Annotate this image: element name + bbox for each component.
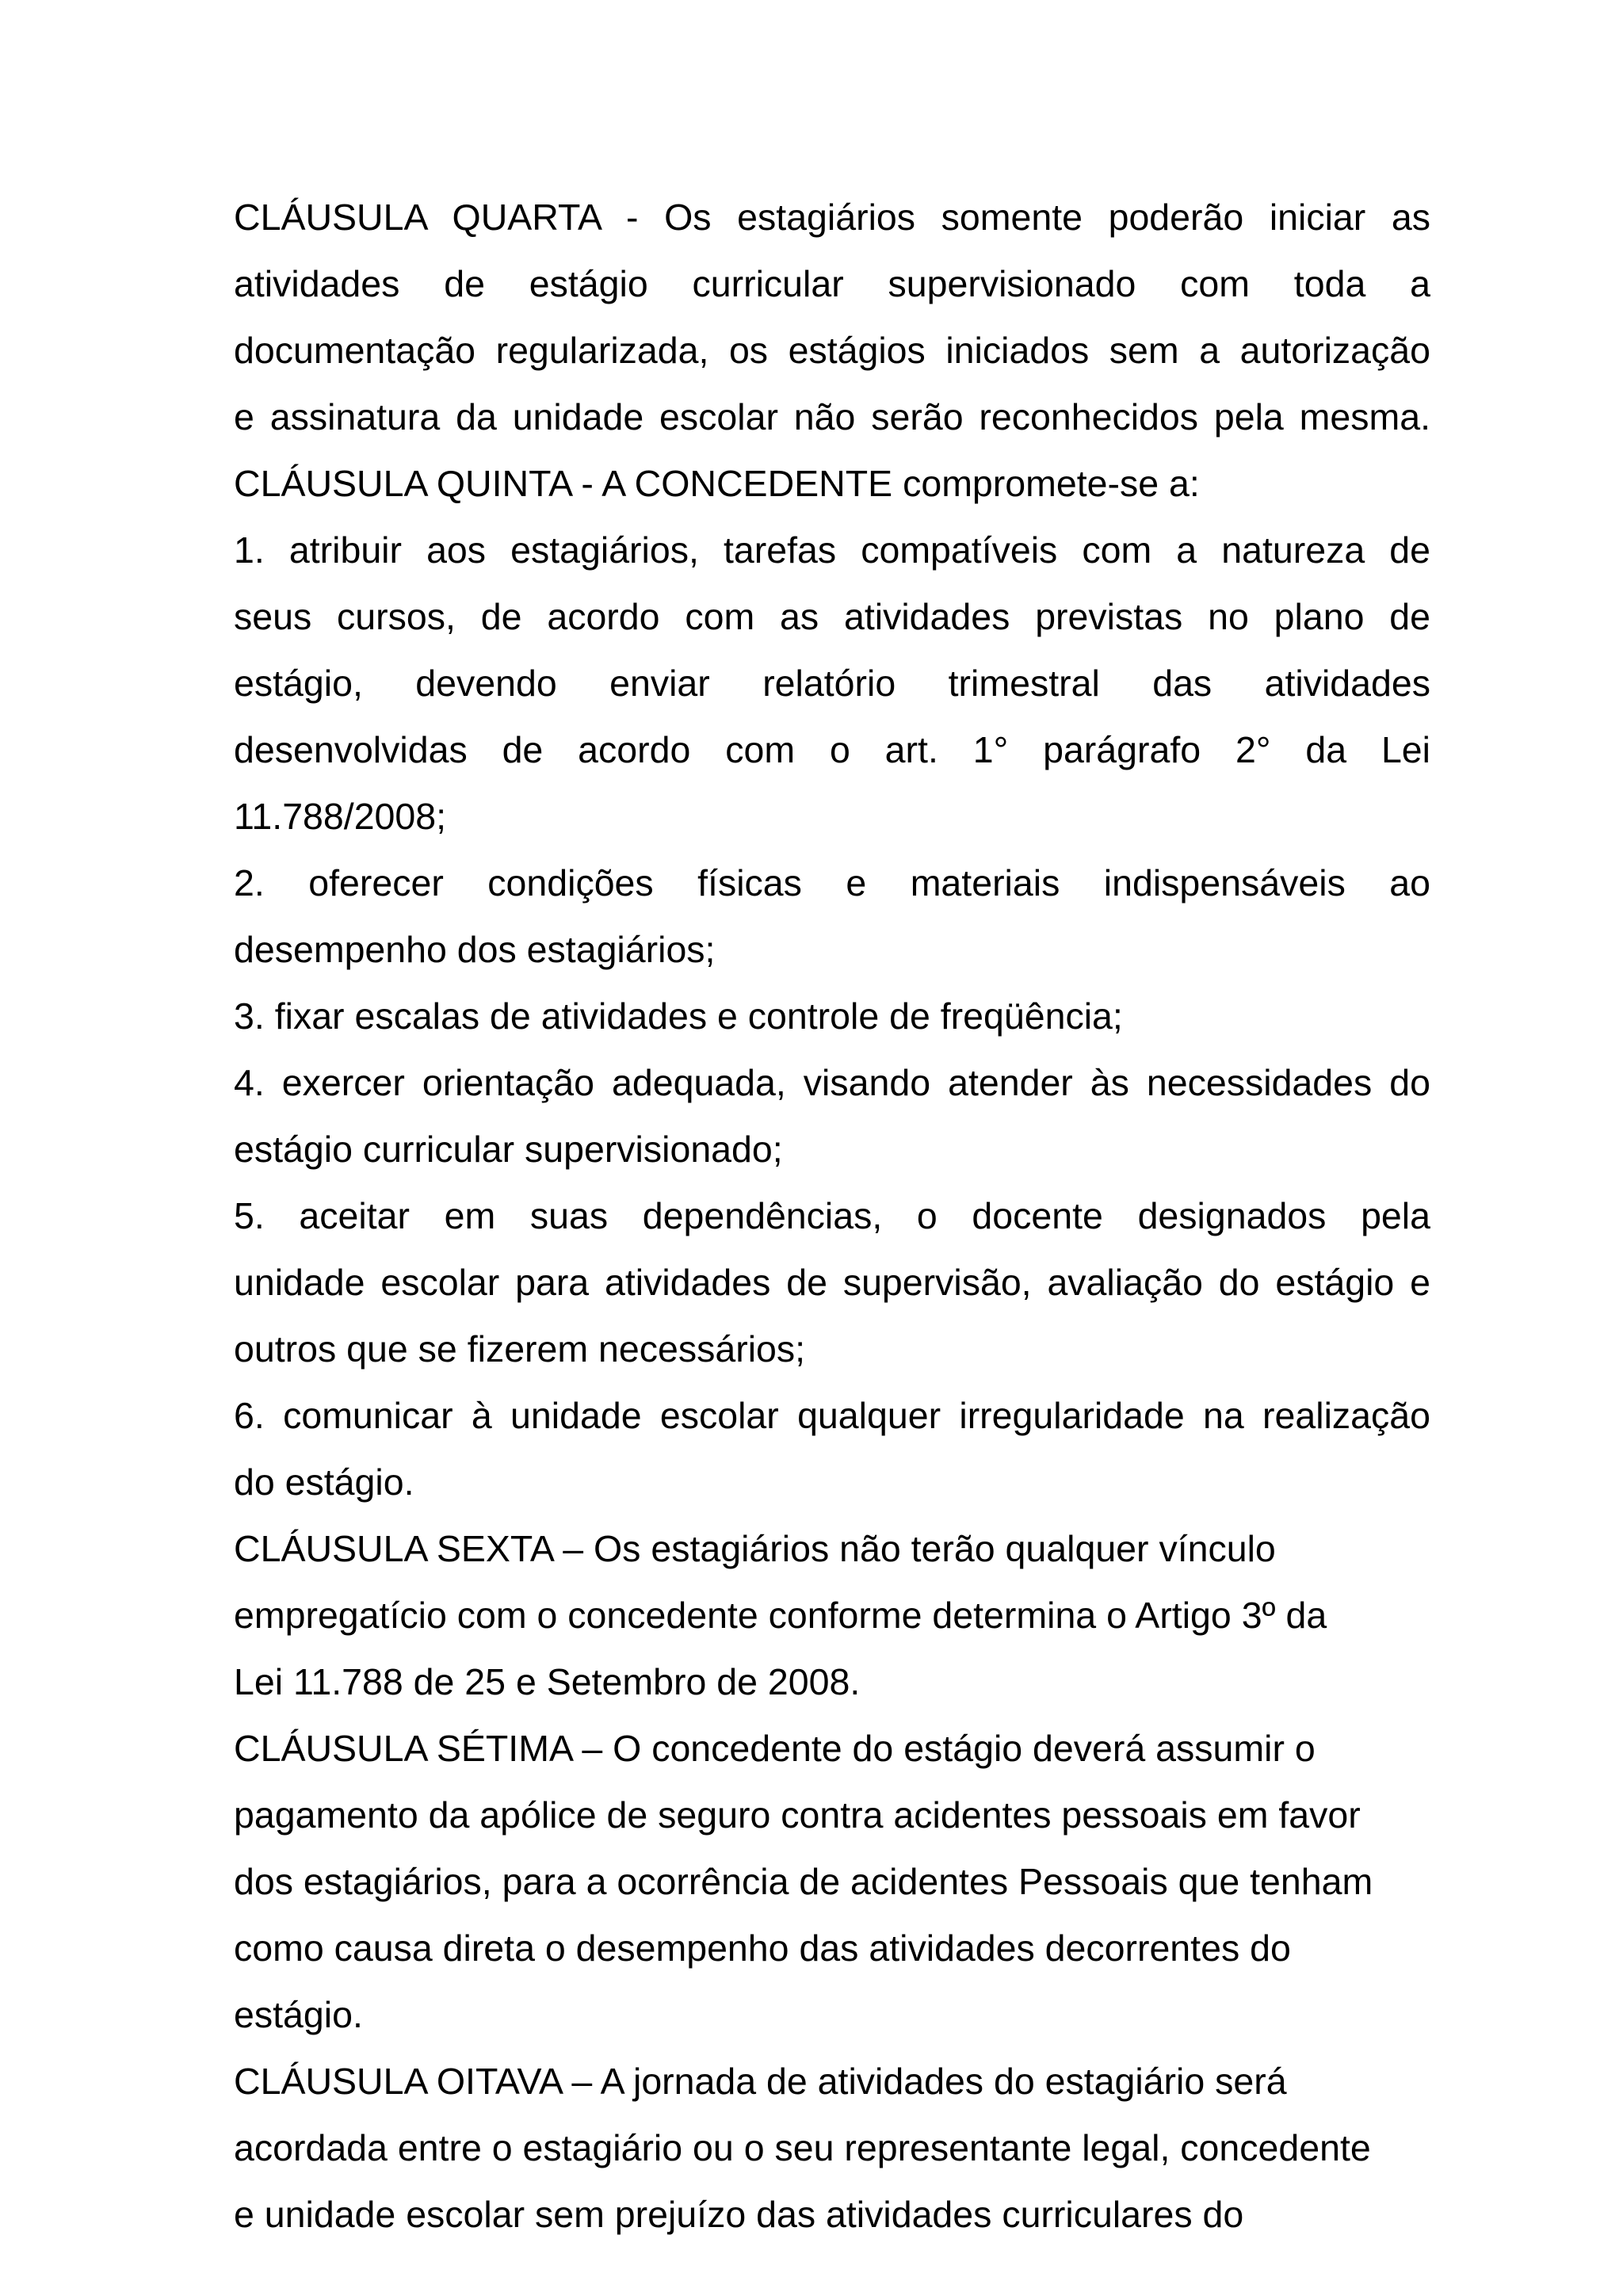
item-5-line-2: unidade escolar para atividades de supervisão, avaliação do estágio e <box>234 1262 1430 1303</box>
item-1-line-4: desenvolvidas de acordo com o art. 1° parágrafo 2° da Lei <box>234 729 1430 770</box>
item-1-line-5: 11.788/2008; <box>234 796 447 837</box>
clause-4-line-4: e assinatura da unidade escolar não serão reconhecidos pela mesma. <box>234 396 1430 437</box>
item-6-line-1: 6. comunicar à unidade escolar qualquer irregularidade na realização <box>234 1395 1430 1436</box>
clause-4-line-1: CLÁUSULA QUARTA - Os estagiários somente poderão iniciar as <box>234 197 1430 238</box>
item-3-line-1: 3. fixar escalas de atividades e controle de freqüência; <box>234 995 1123 1037</box>
item-2-line-1: 2. oferecer condições físicas e materiais indispensáveis ao <box>234 862 1430 904</box>
item-4-line-1: 4. exercer orientação adequada, visando atender às necessidades do <box>234 1062 1430 1103</box>
item-5-line-1: 5. aceitar em suas dependências, o docente designados pela <box>234 1195 1430 1236</box>
document-body <box>234 184 1430 2248</box>
clause-7-line-5: estágio. <box>234 1994 363 2035</box>
clause-7-line-3: dos estagiários, para a ocorrência de acidentes Pessoais que tenham <box>234 1861 1373 1902</box>
item-5-line-3: outros que se fizerem necessários; <box>234 1328 806 1370</box>
clause-6-line-1: CLÁUSULA SEXTA – Os estagiários não terão qualquer vínculo <box>234 1528 1276 1569</box>
clause-7-line-4: como causa direta o desempenho das atividades decorrentes do <box>234 1927 1291 1969</box>
clause-7-line-2: pagamento da apólice de seguro contra acidentes pessoais em favor <box>234 1794 1361 1836</box>
clause-8-line-1: CLÁUSULA OITAVA – A jornada de atividades do estagiário será <box>234 2061 1287 2102</box>
item-1-line-3: estágio, devendo enviar relatório trimestral das atividades <box>234 663 1430 704</box>
clause-7-line-1: CLÁUSULA SÉTIMA – O concedente do estágio deverá assumir o <box>234 1728 1316 1769</box>
item-2-line-2: desempenho dos estagiários; <box>234 929 716 970</box>
item-1-line-1: 1. atribuir aos estagiários, tarefas compatíveis com a natureza de <box>234 529 1430 571</box>
clause-4-line-3: documentação regularizada, os estágios iniciados sem a autorização <box>234 330 1430 371</box>
clause-6-line-2: empregatício com o concedente conforme determina o Artigo 3º da <box>234 1595 1327 1636</box>
clause-8-line-3: e unidade escolar sem prejuízo das atividades curriculares do <box>234 2194 1244 2235</box>
clause-5-heading: CLÁUSULA QUINTA - A CONCEDENTE compromete-se a: <box>234 463 1200 504</box>
clause-6-line-3: Lei 11.788 de 25 e Setembro de 2008. <box>234 1661 861 1702</box>
clause-8-line-2: acordada entre o estagiário ou o seu representante legal, concedente <box>234 2127 1371 2168</box>
item-1-line-2: seus cursos, de acordo com as atividades previstas no plano de <box>234 596 1430 637</box>
item-6-line-2: do estágio. <box>234 1461 414 1503</box>
clause-4-line-2: atividades de estágio curricular supervisionado com toda a <box>234 263 1430 304</box>
item-4-line-2: estágio curricular supervisionado; <box>234 1129 783 1170</box>
